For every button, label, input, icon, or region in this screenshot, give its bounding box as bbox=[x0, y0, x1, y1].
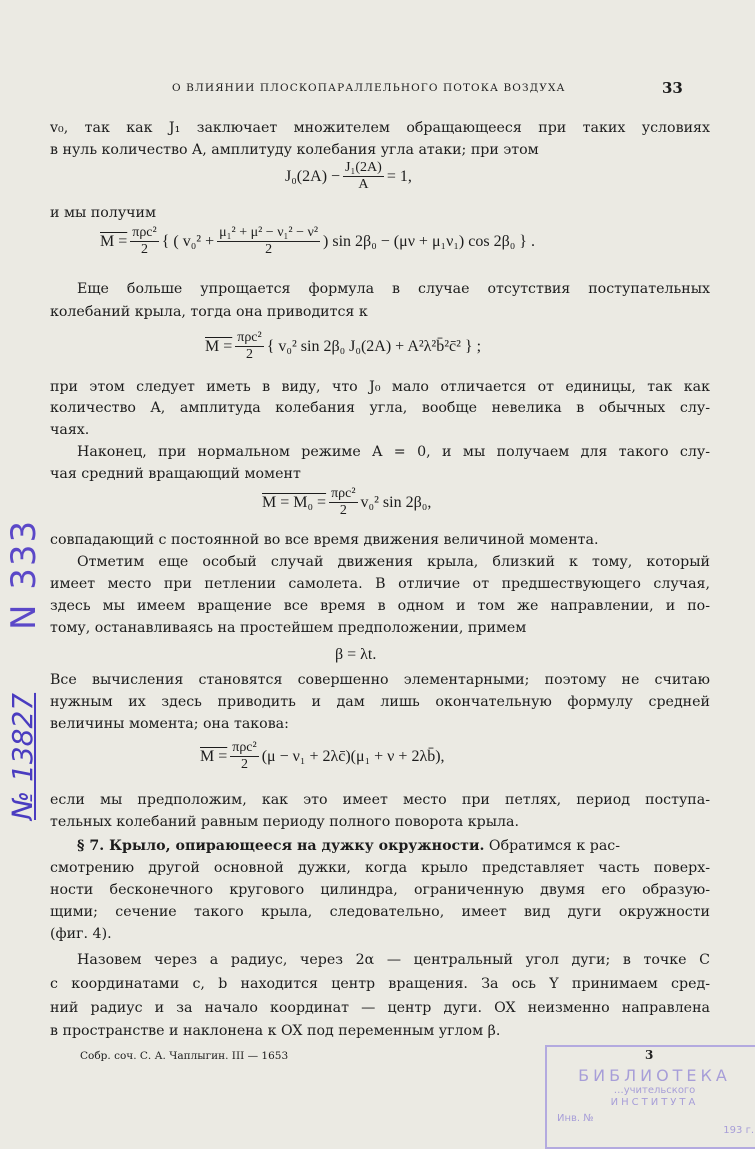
text-line: чая средний вращающий момент bbox=[50, 466, 301, 482]
denominator: 2 bbox=[140, 242, 148, 257]
stamp-line: Инв. № bbox=[557, 1113, 594, 1124]
text-line: в нуль количество A, амплитуду колебания угла атаки; при этом bbox=[50, 142, 539, 158]
text-line: (фиг. 4). bbox=[50, 926, 112, 942]
equation-5: β = λt. bbox=[335, 646, 377, 663]
numerator: πρc² bbox=[331, 486, 356, 501]
text-line: тельных колебаний равным периоду полного поворота крыла. bbox=[50, 814, 519, 830]
eq-part: M = bbox=[205, 337, 233, 355]
eq-part: { v₀² sin 2β₀ J₀(2A) + A²λ²b̄²c̄² } ; bbox=[266, 337, 482, 355]
denominator: 2 bbox=[240, 757, 248, 772]
stamp-line: …учительского bbox=[613, 1085, 696, 1096]
fraction bbox=[130, 225, 158, 258]
text-line: и мы получим bbox=[50, 205, 157, 221]
denominator: 2 bbox=[339, 503, 347, 518]
eq-part: ) sin 2β₀ − (μν + μ₁ν₁) cos 2β₀ } . bbox=[323, 232, 535, 250]
text-line: щими; сечение такого крыла, следовательно, имеет вид дуги окружности bbox=[50, 904, 710, 920]
eq-part: v₀² sin 2β₀, bbox=[360, 493, 432, 511]
handwritten-inventory-number: № 13827 bbox=[6, 692, 39, 820]
numerator: μ₁² + μ² − ν₁² − ν² bbox=[219, 225, 319, 240]
denominator: A bbox=[358, 177, 369, 192]
eq-part: M = bbox=[100, 232, 128, 250]
section-heading: § 7. Крыло, опирающееся на дужку окружности. bbox=[77, 838, 485, 854]
equation-3 bbox=[205, 330, 481, 363]
text-run: Обратимся к рас- bbox=[484, 838, 621, 854]
eq-part: { ( v₀² + bbox=[161, 232, 215, 250]
text-line: ности бесконечного кругового цилиндра, ограниченную двумя его образую- bbox=[50, 882, 710, 898]
text-line: колебаний крыла, тогда она приводится к bbox=[50, 304, 368, 320]
fraction bbox=[235, 330, 263, 363]
running-title: О ВЛИЯНИИ ПЛОСКОПАРАЛЛЕЛЬНОГО ПОТОКА ВОЗДУХА bbox=[172, 82, 566, 94]
text-line: в пространстве и наклонена к OX под переменным углом β. bbox=[50, 1023, 501, 1039]
printer-signature: Собр. соч. С. А. Чаплыгин. III — 1653 bbox=[80, 1050, 289, 1062]
text-line: тому, останавливаясь на простейшем предположении, примем bbox=[50, 620, 527, 636]
text-line: v₀, так как J₁ заключает множителем обращающееся при таких условиях bbox=[50, 120, 710, 136]
denominator: 2 bbox=[245, 347, 253, 362]
fraction bbox=[217, 225, 320, 258]
stamp-line: БИБЛИОТЕКА bbox=[578, 1066, 731, 1085]
equation-1 bbox=[285, 160, 412, 193]
eq-part: J₀(2A) − bbox=[285, 167, 341, 185]
equation-2 bbox=[100, 225, 535, 258]
text-line: здесь мы имеем вращение все время в одном и том же направлении, и по- bbox=[50, 598, 710, 614]
equation-6 bbox=[200, 740, 445, 773]
text-line: Отметим еще особый случай движения крыла, близкий к тому, который bbox=[77, 554, 710, 570]
eq-part: M = bbox=[200, 747, 228, 765]
denominator: 2 bbox=[265, 242, 273, 257]
text-line: Все вычисления становятся совершенно элементарными; поэтому не считаю bbox=[50, 672, 710, 688]
stamp-line: ИНСТИТУТА bbox=[610, 1097, 699, 1108]
fraction bbox=[329, 486, 357, 519]
text-line: смотрению другой основной дужки, когда крыло представляет часть поверх- bbox=[50, 860, 710, 876]
numerator: πρc² bbox=[237, 330, 262, 345]
text-line: ний радиус и за начало координат — центр дуги. OX неизменно направлена bbox=[50, 1000, 710, 1016]
sheet-mark: 3 bbox=[645, 1048, 654, 1062]
text-line: нужным их здесь приводить и дам лишь окончательную формулу средней bbox=[50, 694, 710, 710]
numerator: πρc² bbox=[232, 740, 257, 755]
numerator: πρc² bbox=[132, 225, 157, 240]
stamp-line: 193 г. bbox=[723, 1125, 754, 1136]
page-number: 33 bbox=[662, 79, 683, 97]
text-line: чаях. bbox=[50, 422, 90, 438]
text-line: Назовем через a радиус, через 2α — центральный угол дуги; в точке C bbox=[77, 952, 710, 968]
text-line: имеет место при петлении самолета. В отличие от предшествующего случая, bbox=[50, 576, 710, 592]
eq-part: = 1, bbox=[386, 167, 412, 185]
text-line: совпадающий с постоянной во все время движения величиной момента. bbox=[50, 532, 599, 548]
fraction bbox=[343, 160, 384, 193]
text-line: Еще больше упрощается формула в случае отсутствия поступательных bbox=[77, 281, 710, 297]
text-line: величины момента; она такова: bbox=[50, 716, 289, 732]
numerator: J₁(2A) bbox=[345, 160, 382, 175]
equation-4 bbox=[262, 486, 431, 519]
section-7-first-line bbox=[50, 836, 710, 856]
text-line: Наконец, при нормальном режиме A = 0, и мы получаем для такого слу- bbox=[77, 444, 710, 460]
eq-part: M = M₀ = bbox=[262, 493, 327, 511]
fraction bbox=[230, 740, 258, 773]
text-line: количество A, амплитуда колебания угла, вообще невелика в обычных слу- bbox=[50, 400, 710, 416]
text-line: с координатами c, b находится центр вращения. За ось Y принимаем сред- bbox=[50, 976, 710, 992]
eq-part: (μ − ν₁ + 2λc̄)(μ₁ + ν + 2λb̄), bbox=[261, 747, 445, 765]
handwritten-margin-note: N 333 bbox=[4, 518, 44, 630]
text-line: при этом следует иметь в виду, что J₀ мало отличается от единицы, так как bbox=[50, 379, 710, 395]
text-line: если мы предположим, как это имеет место при петлях, период поступа- bbox=[50, 792, 710, 808]
